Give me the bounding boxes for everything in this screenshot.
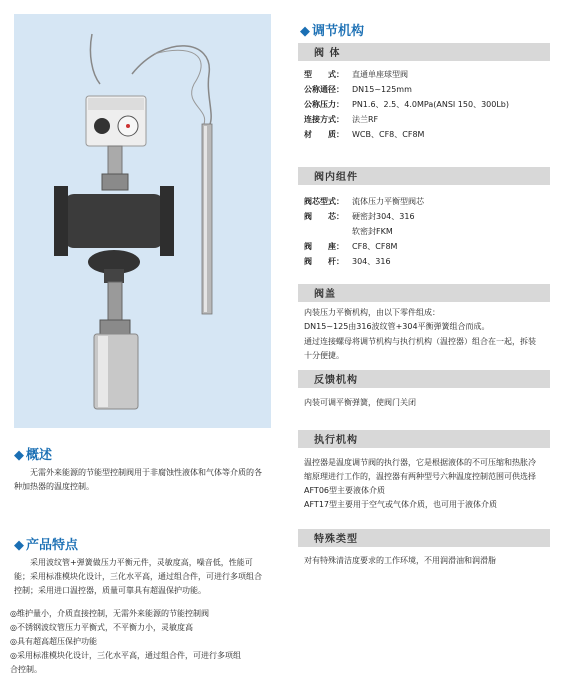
diamond-icon: ◆ [300, 24, 310, 39]
valve-illustration [14, 14, 271, 428]
spec-row: 阀 芯： 硬密封304、316 [304, 212, 415, 221]
feature-bullet: ◎维护量小，介质直接控制，无需外来能源的节能控制阀 [10, 609, 209, 618]
cover-line: DN15~125由316波纹管+304平衡弹簧组合而成。 [304, 322, 490, 331]
feature-bullet: 合控制。 [10, 665, 42, 674]
actuator-line: 温控器是温度调节阀的执行器，它是根据液体的不可压缩和热胀冷 [304, 458, 536, 467]
spec-row: 阀 杆： 304、316 [304, 257, 391, 266]
section-bar-body: 阀 体 [298, 43, 550, 61]
diamond-icon: ◆ [14, 538, 24, 553]
overview-title: ◆ 概述 [14, 448, 53, 463]
overview-text: 无需外来能源的节能型控制阀用于非腐蚀性液体和气体等介质的各种加热器的温度控制。 [14, 468, 262, 491]
spec-row: 连接方式： 法兰RF [304, 115, 379, 124]
product-photo-panel [14, 14, 271, 428]
actuator-line: AFT06型主要液体介质 [304, 486, 385, 495]
cover-line: 内装压力平衡机构，由以下零件组成： [304, 308, 440, 317]
spec-row: 阀 座： CF8、CF8M [304, 242, 398, 251]
section-bar-special: 特殊类型 [298, 529, 550, 547]
section-bar-actuator: 执行机构 [298, 430, 550, 448]
adjusting-mechanism-title: ◆ 调节机构 [300, 24, 365, 39]
features-text: 采用波纹管+弹簧做压力平衡元件，灵敏度高，噪音低，性能可能；采用标准模块化设计，三化水平高，通过组合件，可进行多项组合控制；采用进口温控器，质量可靠具有超温保护功能。 [14, 558, 262, 595]
special-text: 对有特殊清洁度要求的工作环境，不用润滑油和润滑脂 [304, 556, 496, 565]
feedback-text: 内装可调平衡弹簧，使阀门关闭 [304, 398, 416, 407]
diamond-icon: ◆ [14, 448, 24, 463]
feature-bullet: ◎具有超高超压保护功能 [10, 637, 97, 646]
spec-row: 公称压力： PN1.6、2.5、4.0MPa(ANSI 150、300Lb) [304, 100, 509, 109]
features-title: ◆ 产品特点 [14, 538, 79, 553]
spec-row: 材 质： WCB、CF8、CF8M [304, 130, 425, 139]
spec-row: 软密封FKM [352, 227, 393, 236]
feature-bullet: ◎不锈钢波纹管压力平衡式，不平衡力小，灵敏度高 [10, 623, 193, 632]
cover-line: 通过连接螺母将调节机构与执行机构（温控器）组合在一起，拆装 [304, 337, 536, 346]
spec-row: 阀芯型式： 流体压力平衡型阀芯 [304, 197, 424, 206]
spec-row: 公称通径： DN15~125mm [304, 85, 412, 94]
spec-row: 型 式： 直通单座球型阀 [304, 70, 408, 79]
actuator-line: AFT17型主要用于空气或气体介质，也可用于液体介质 [304, 500, 497, 509]
section-bar-feedback: 反馈机构 [298, 370, 550, 388]
feature-bullet: ◎采用标准模块化设计，三化水平高，通过组合件，可进行多项组 [10, 651, 241, 660]
cover-line: 十分便捷。 [304, 351, 344, 360]
section-bar-inner: 阀内组件 [298, 167, 550, 185]
actuator-line: 缩原理进行工作的，温控器有两种型号六种温度控制范围可供选择 [304, 472, 536, 481]
section-bar-cover: 阀盖 [298, 284, 550, 302]
